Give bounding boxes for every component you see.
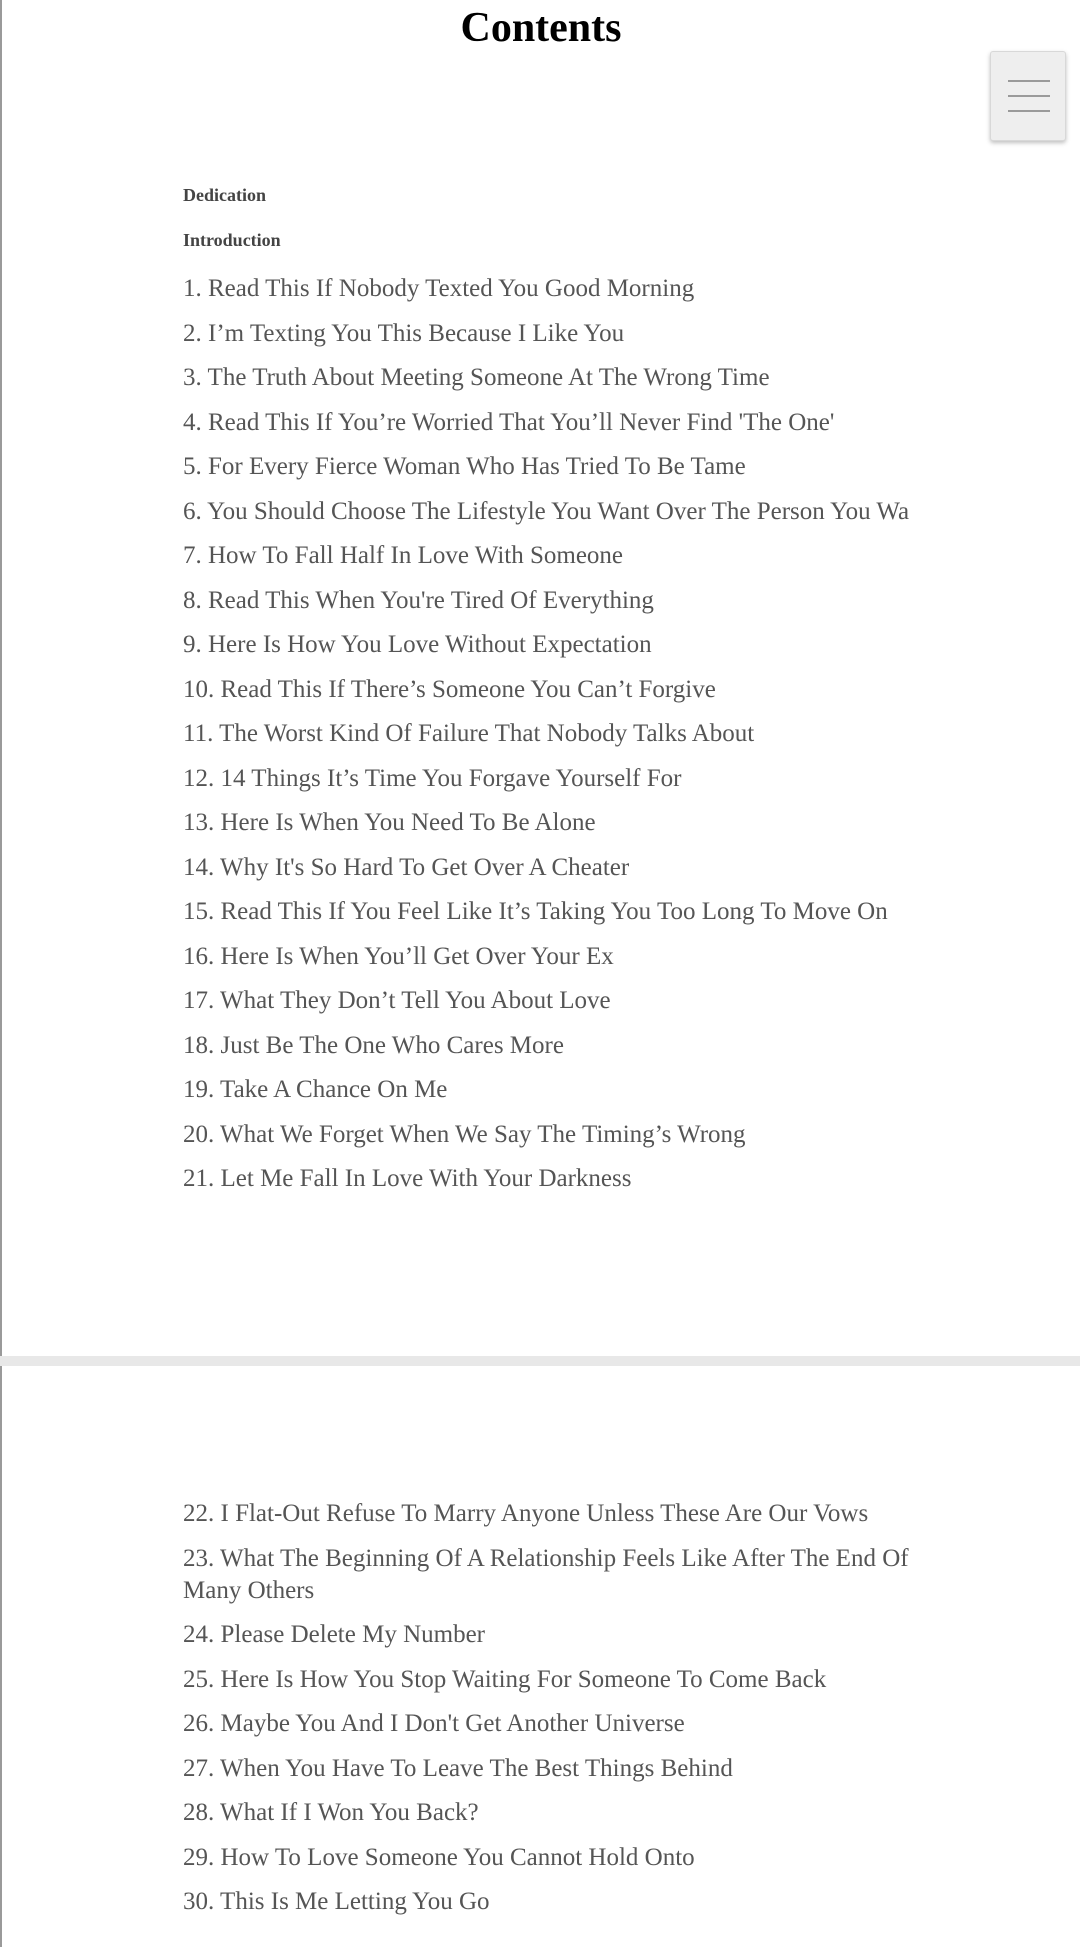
- toc-link-chapter-1[interactable]: 1. Read This If Nobody Texted You Good Morning: [183, 275, 695, 302]
- toc-link-chapter-19[interactable]: 19. Take A Chance On Me: [183, 1076, 448, 1103]
- toc-link-chapter-10[interactable]: 10. Read This If There’s Someone You Can’t Forgive: [183, 675, 716, 703]
- toc-link-chapter-3[interactable]: 3. The Truth About Meeting Someone At The Wrong Time: [183, 364, 770, 391]
- toc-link-chapter-6[interactable]: 6. You Should Choose The Lifestyle You Want Over The Person You Wa: [183, 497, 910, 525]
- toc-link-chapter-25[interactable]: 25. Here Is How You Stop Waiting For Someone To Come Back: [183, 1665, 827, 1693]
- toc-link-introduction[interactable]: Introduction: [183, 230, 281, 250]
- toc-link-chapter-29[interactable]: 29. How To Love Someone You Cannot Hold Onto: [183, 1843, 695, 1871]
- toc-link-chapter-12[interactable]: 12. 14 Things It’s Time You Forgave Yourself For: [183, 764, 682, 792]
- toc-link-dedication[interactable]: Dedication: [183, 185, 266, 205]
- toc-link-chapter-24[interactable]: 24. Please Delete My Number: [183, 1621, 486, 1648]
- toc-link-chapter-9[interactable]: 9. Here Is How You Love Without Expectation: [183, 631, 652, 658]
- toc-link-chapter-28[interactable]: 28. What If I Won You Back?: [183, 1799, 479, 1826]
- toc-link-chapter-2[interactable]: 2. I’m Texting You This Because I Like You: [183, 319, 625, 347]
- toc-link-chapter-7[interactable]: 7. How To Fall Half In Love With Someone: [183, 542, 624, 569]
- toc-link-chapter-13[interactable]: 13. Here Is When You Need To Be Alone: [183, 809, 596, 836]
- toc-link-chapter-30[interactable]: 30. This Is Me Letting You Go: [183, 1888, 490, 1915]
- toc-link-chapter-17[interactable]: 17. What They Don’t Tell You About Love: [183, 987, 611, 1014]
- toc-link-chapter-16[interactable]: 16. Here Is When You’ll Get Over Your Ex: [183, 942, 614, 970]
- table-of-contents-top: [183, 183, 953, 1208]
- toc-link-chapter-14[interactable]: 14. Why It's So Hard To Get Over A Cheater: [183, 853, 630, 881]
- toc-link-chapter-4[interactable]: 4. Read This If You’re Worried That You’ll Never Find 'The One': [183, 408, 835, 436]
- menu-button[interactable]: [990, 51, 1066, 141]
- toc-link-chapter-18[interactable]: 18. Just Be The One Who Cares More: [183, 1031, 564, 1059]
- table-of-contents-bottom: [183, 1498, 953, 1931]
- toc-link-chapter-22[interactable]: 22. I Flat-Out Refuse To Marry Anyone Unless These Are Our Vows: [183, 1500, 869, 1527]
- toc-link-chapter-8[interactable]: 8. Read This When You're Tired Of Everything: [183, 586, 654, 614]
- toc-link-chapter-11[interactable]: 11. The Worst Kind Of Failure That Nobody Talks About: [183, 720, 755, 747]
- toc-link-chapter-15[interactable]: 15. Read This If You Feel Like It’s Taking You Too Long To Move On: [183, 898, 888, 925]
- toc-link-chapter-20[interactable]: 20. What We Forget When We Say The Timing’s Wrong: [183, 1120, 746, 1148]
- toc-link-chapter-26[interactable]: 26. Maybe You And I Don't Get Another Universe: [183, 1710, 685, 1737]
- toc-link-chapter-27[interactable]: 27. When You Have To Leave The Best Things Behind: [183, 1754, 733, 1782]
- toc-link-chapter-5[interactable]: 5. For Every Fierce Woman Who Has Tried To Be Tame: [183, 453, 746, 480]
- toc-link-chapter-21[interactable]: 21. Let Me Fall In Love With Your Darkness: [183, 1165, 632, 1192]
- page-title: Contents: [460, 5, 622, 51]
- toc-link-chapter-23[interactable]: 23. What The Beginning Of A Relationship Feels Like After The End Of Many Others: [183, 1544, 909, 1604]
- page-separator: [0, 1356, 1080, 1366]
- hamburger-menu-icon: [1008, 80, 1050, 82]
- reader-page: [2, 0, 1080, 1947]
